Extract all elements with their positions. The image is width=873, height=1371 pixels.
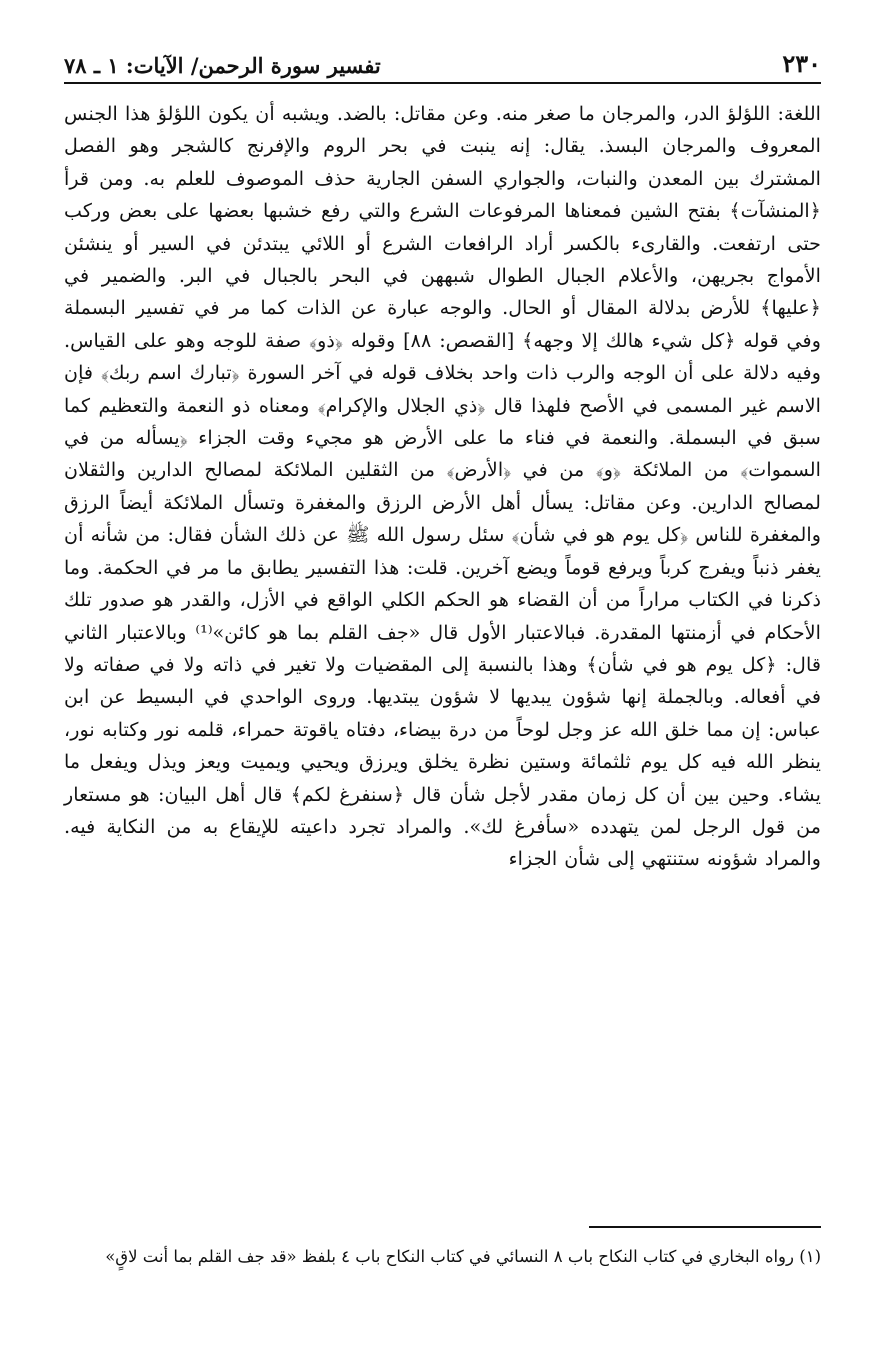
footnote-divider (589, 1226, 821, 1228)
book-page (64, 40, 821, 1331)
running-header (64, 40, 821, 84)
footnote (64, 1242, 821, 1272)
page-number: ٢٣٠ (782, 49, 821, 78)
footnote-text: (١) رواه البخاري في كتاب النكاح باب ٨ النسائي في كتاب النكاح باب ٤ بلفظ «قد جف القلم بما أنت لاقٍ» (105, 1247, 821, 1266)
body-paragraph: اللغة: اللؤلؤ الدر، والمرجان ما صغر منه. وعن مقاتل: بالضد. ويشبه أن يكون اللؤلؤ هذا الجنس المعروف والمرجان البسذ. يقال: إنه ينبت في بحر الروم والإفرنج كالشجر وهو الفصل المشترك بين المعدن والنبات، والجواري السفن الجارية حذف الموصوف للعلم به. ومن قرأ ﴿المنشآت﴾ بفتح الشين فمعناها المرفوعات الشرع والتي رفع خشبها بعضها على بعض وركب حتى ارتفعت. والقارىء بالكسر أراد الرافعات الشرع أو اللائي يبتدئن في السير أو ينشئن الأمواج بجريهن، والأعلام الجبال الطوال شبههن في البحر بالجبال في البر. والضمير في ﴿عليها﴾ للأرض بدلالة المقال أو الحال. والوجه عبارة عن الذات كما مر في تفسير البسملة وفي قوله ﴿كل شيء هالك إلا وجهه﴾ [القصص: ٨٨] وقوله ﴿ذو﴾ صفة للوجه وهو على القياس. وفيه دلالة على أن الوجه والرب ذات واحد بخلاف قوله في آخر السورة ﴿تبارك اسم ربك﴾ فإن الاسم غير المسمى في الأصح فلهذا قال ﴿ذي الجلال والإكرام﴾ ومعناه ذو النعمة والتعظيم كما سبق في البسملة. والنعمة في فناء ما على الأرض هو مجيء وقت الجزاء ﴿يسأله من في السموات﴾ من الملائكة ﴿و﴾ من في ﴿الأرض﴾ من الثقلين الملائكة لمصالح الدارين والثقلان لمصالح الدارين. وعن مقاتل: يسأل أهل الأرض الرزق والمغفرة وتسأل الملائكة أيضاً الرزق والمغفرة للناس ﴿كل يوم هو في شأن﴾ سئل رسول الله ﷺ عن ذلك الشأن فقال: من شأنه أن يغفر ذنباً ويفرج كرباً ويرفع قوماً ويضع آخرين. قلت: هذا التفسير يطابق ما مر في الحكمة. وما ذكرنا في الكتاب مراراً من أن القضاء هو الحكم الكلي الواقع في الأزل، والقدر هو صدور تلك الأحكام في أزمنتها المقدرة. فبالاعتبار الأول قال «جف القلم بما هو كائن»⁽¹⁾ وبالاعتبار الثاني قال: ﴿كل يوم هو في شأن﴾ وهذا بالنسبة إلى المقضيات ولا تغير في ذاته ولا في صفاته ولا في أفعاله. وبالجملة إنها شؤون يبديها لا شؤون يبتديها. وروى الواحدي في البسيط عن ابن عباس: إن مما خلق الله عز وجل لوحاً من درة بيضاء، دفتاه ياقوتة حمراء، قلمه نور وكتابه نور، ينظر الله فيه كل يوم ثلثمائة وستين نظرة يخلق ويرزق ويحيي ويميت ويعز ويذل ويفعل ما يشاء. وحين بين أن كل زمان مقدر لأجل شأن قال ﴿سنفرغ لكم﴾ قال أهل البيان: هو مستعار من قول الرجل لمن يتهدده «سأفرغ لك». والمراد تجرد داعيته للإيقاع به من النكاية فيه. والمراد شؤونه ستنتهي إلى شأن الجزاء (64, 102, 822, 871)
body-text (64, 98, 821, 876)
chapter-title: تفسير سورة الرحمن/ الآيات: ١ ـ ٧٨ (64, 53, 381, 78)
